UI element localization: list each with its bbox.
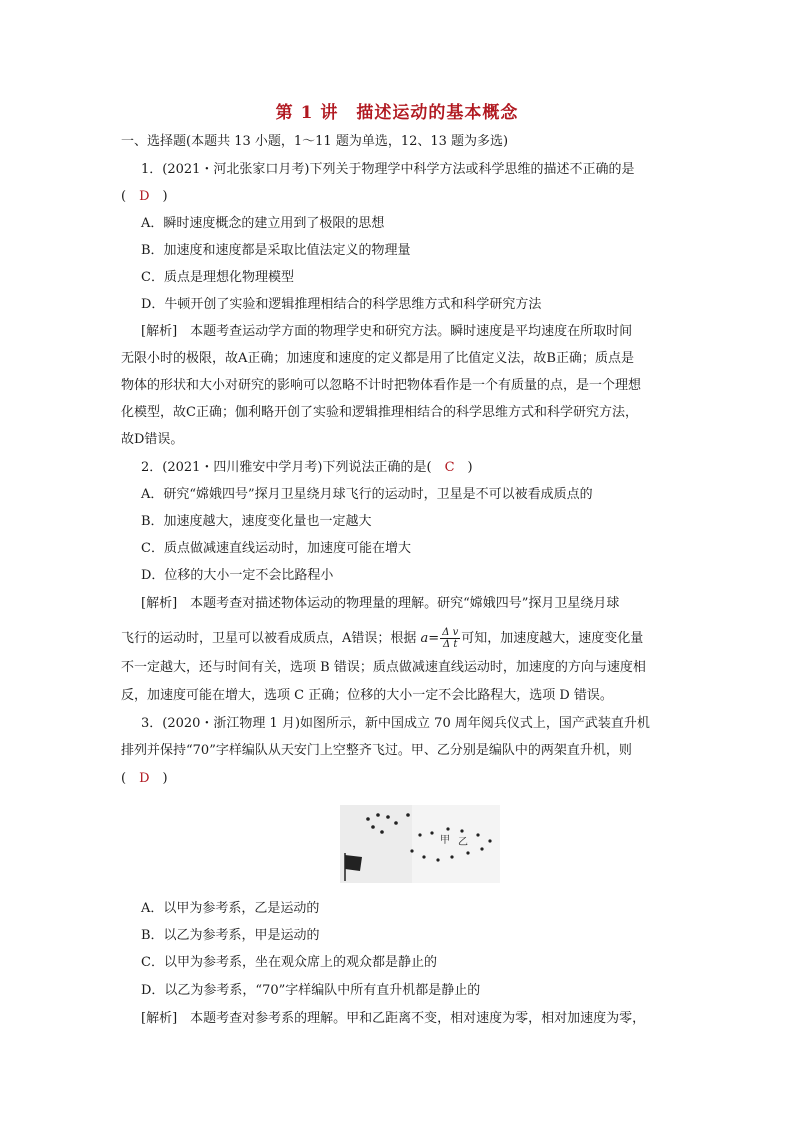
- q2-analysis-line: 反，加速度可能在增大，选项 C 正确；位移的大小一定不会比路程大，选项 D 错误。: [121, 688, 613, 703]
- helicopter-dot: [422, 855, 425, 858]
- flag-icon: [345, 855, 362, 871]
- delta-v-over-delta-t-fraction: [440, 627, 460, 650]
- helicopter-dot: [488, 839, 491, 842]
- q2-stem: [141, 459, 701, 477]
- q2-option-c: C．质点做减速直线运动时，加速度可能在增大: [141, 541, 411, 556]
- q1-answer: D: [139, 189, 150, 204]
- helicopter-dot: [410, 849, 413, 852]
- helicopter-dot: [460, 829, 463, 832]
- helicopter-dot: [394, 821, 398, 825]
- q1-option-c: C．质点是理想化物理模型: [141, 270, 294, 285]
- q1-analysis-line: 化模型，故C正确；伽利略开创了实验和逻辑推理相结合的科学思维方式和科学研究方法，: [121, 405, 638, 420]
- q2-paren-right: ): [454, 460, 473, 475]
- q1-answer-line: [121, 188, 681, 206]
- q2-answer: C: [444, 460, 455, 475]
- formula-a: a: [420, 631, 429, 646]
- helicopter-dot: [376, 813, 380, 817]
- helicopter-dot: [476, 833, 479, 836]
- q1-analysis-line: 故D错误。: [121, 432, 184, 447]
- q2-analysis-text: 飞行的运动时，卫星可以被看成质点，A错误；根据: [121, 631, 421, 646]
- q2-analysis-line: [解析] 本题考查对描述物体运动的物理量的理解。研究“嫦娥四号”探月卫星绕月球: [141, 596, 620, 611]
- q3-stem: 排列并保持“70”字样编队从天安门上空整齐飞过。甲、乙分别是编队中的两架直升机，则: [121, 743, 632, 758]
- q3-analysis-line: [解析] 本题考查对参考系的理解。甲和乙距离不变，相对速度为零，相对加速度为零，: [141, 1011, 646, 1026]
- figure-label-yi: 乙: [458, 837, 468, 848]
- q3-option-a: A．以甲为参考系，乙是运动的: [141, 901, 320, 916]
- helicopter-dot: [430, 831, 433, 834]
- q2-analysis-text: 可知，加速度越大，速度变化量: [461, 631, 644, 646]
- q2-option-b: B．加速度越大，速度变化量也一定越大: [141, 514, 372, 529]
- q1-paren-right: ): [149, 189, 168, 204]
- q1-option-a: A．瞬时速度概念的建立用到了极限的思想: [141, 216, 385, 231]
- q1-paren-left: (: [121, 189, 140, 204]
- fraction-denominator: Δ t: [443, 639, 458, 650]
- helicopter-dot: [436, 858, 439, 861]
- helicopter-dot: [466, 851, 469, 854]
- q1-analysis-line: 无限小时的极限，故A正确；加速度和速度的定义都是用了比值定义法，故B正确；质点是: [121, 351, 634, 366]
- figure-label-jia: 甲: [440, 835, 450, 846]
- section-header: 一、选择题(本题共 13 小题，1～11 题为单选，12、13 题为多选): [121, 134, 509, 149]
- helicopter-dot: [446, 827, 449, 830]
- q3-option-b: B．以乙为参考系，甲是运动的: [141, 928, 320, 943]
- q1-analysis-line: 物体的形状和大小对研究的影响可以忽略不计时把物体看作是一个有质量的点，是一个理想: [121, 378, 642, 393]
- helicopter-dot: [386, 815, 390, 819]
- q3-paren-right: ): [149, 771, 168, 786]
- q2-option-a: A．研究“嫦娥四号”探月卫星绕月球飞行的运动时，卫星是不可以被看成质点的: [141, 487, 593, 502]
- q2-analysis-line: 不一定越大，还与时间有关，选项 B 错误；质点做减速直线运动时，加速度的方向与速度相: [121, 660, 646, 675]
- figure-smoke-area: [340, 805, 412, 883]
- fraction-numerator: Δ v: [442, 627, 459, 638]
- q1-option-d: D．牛顿开创了实验和逻辑推理相结合的科学思维方式和科学研究方法: [141, 297, 542, 312]
- q2-option-d: D．位移的大小一定不会比路程小: [141, 568, 334, 583]
- helicopter-dot: [371, 825, 375, 829]
- formula-eq: =: [428, 631, 440, 646]
- q3-answer: D: [139, 771, 150, 786]
- helicopter-dot: [450, 855, 453, 858]
- q1-option-b: B．加速度和速度都是采取比值法定义的物理量: [141, 243, 411, 258]
- helicopter-formation-figure: [340, 805, 500, 883]
- page-title: 第 1 讲 描述运动的基本概念: [275, 103, 519, 123]
- helicopter-dot: [380, 830, 384, 834]
- helicopter-dot: [366, 817, 370, 821]
- q2-stem-text: 2．(2021・四川雅安中学月考)下列说法正确的是(: [141, 460, 445, 475]
- q3-paren-left: (: [121, 771, 140, 786]
- q3-stem: 3．(2020・浙江物理 1 月)如图所示，新中国成立 70 周年阅兵仪式上，国产武装直升机: [141, 716, 650, 731]
- q3-answer-line: [121, 770, 681, 788]
- q1-analysis-line: [解析] 本题考查运动学方面的物理学史和研究方法。瞬时速度是平均速度在所取时间: [141, 324, 633, 339]
- q3-option-c: C．以甲为参考系，坐在观众席上的观众都是静止的: [141, 955, 437, 970]
- q1-stem: 1．(2021・河北张家口月考)下列关于物理学中科学方法或科学思维的描述不正确的是: [141, 162, 635, 177]
- helicopter-dot: [406, 813, 410, 817]
- q3-option-d: D．以乙为参考系，“70”字样编队中所有直升机都是静止的: [141, 983, 481, 998]
- helicopter-dot: [418, 833, 421, 836]
- q2-analysis-line: [121, 627, 681, 650]
- helicopter-dot: [480, 847, 483, 850]
